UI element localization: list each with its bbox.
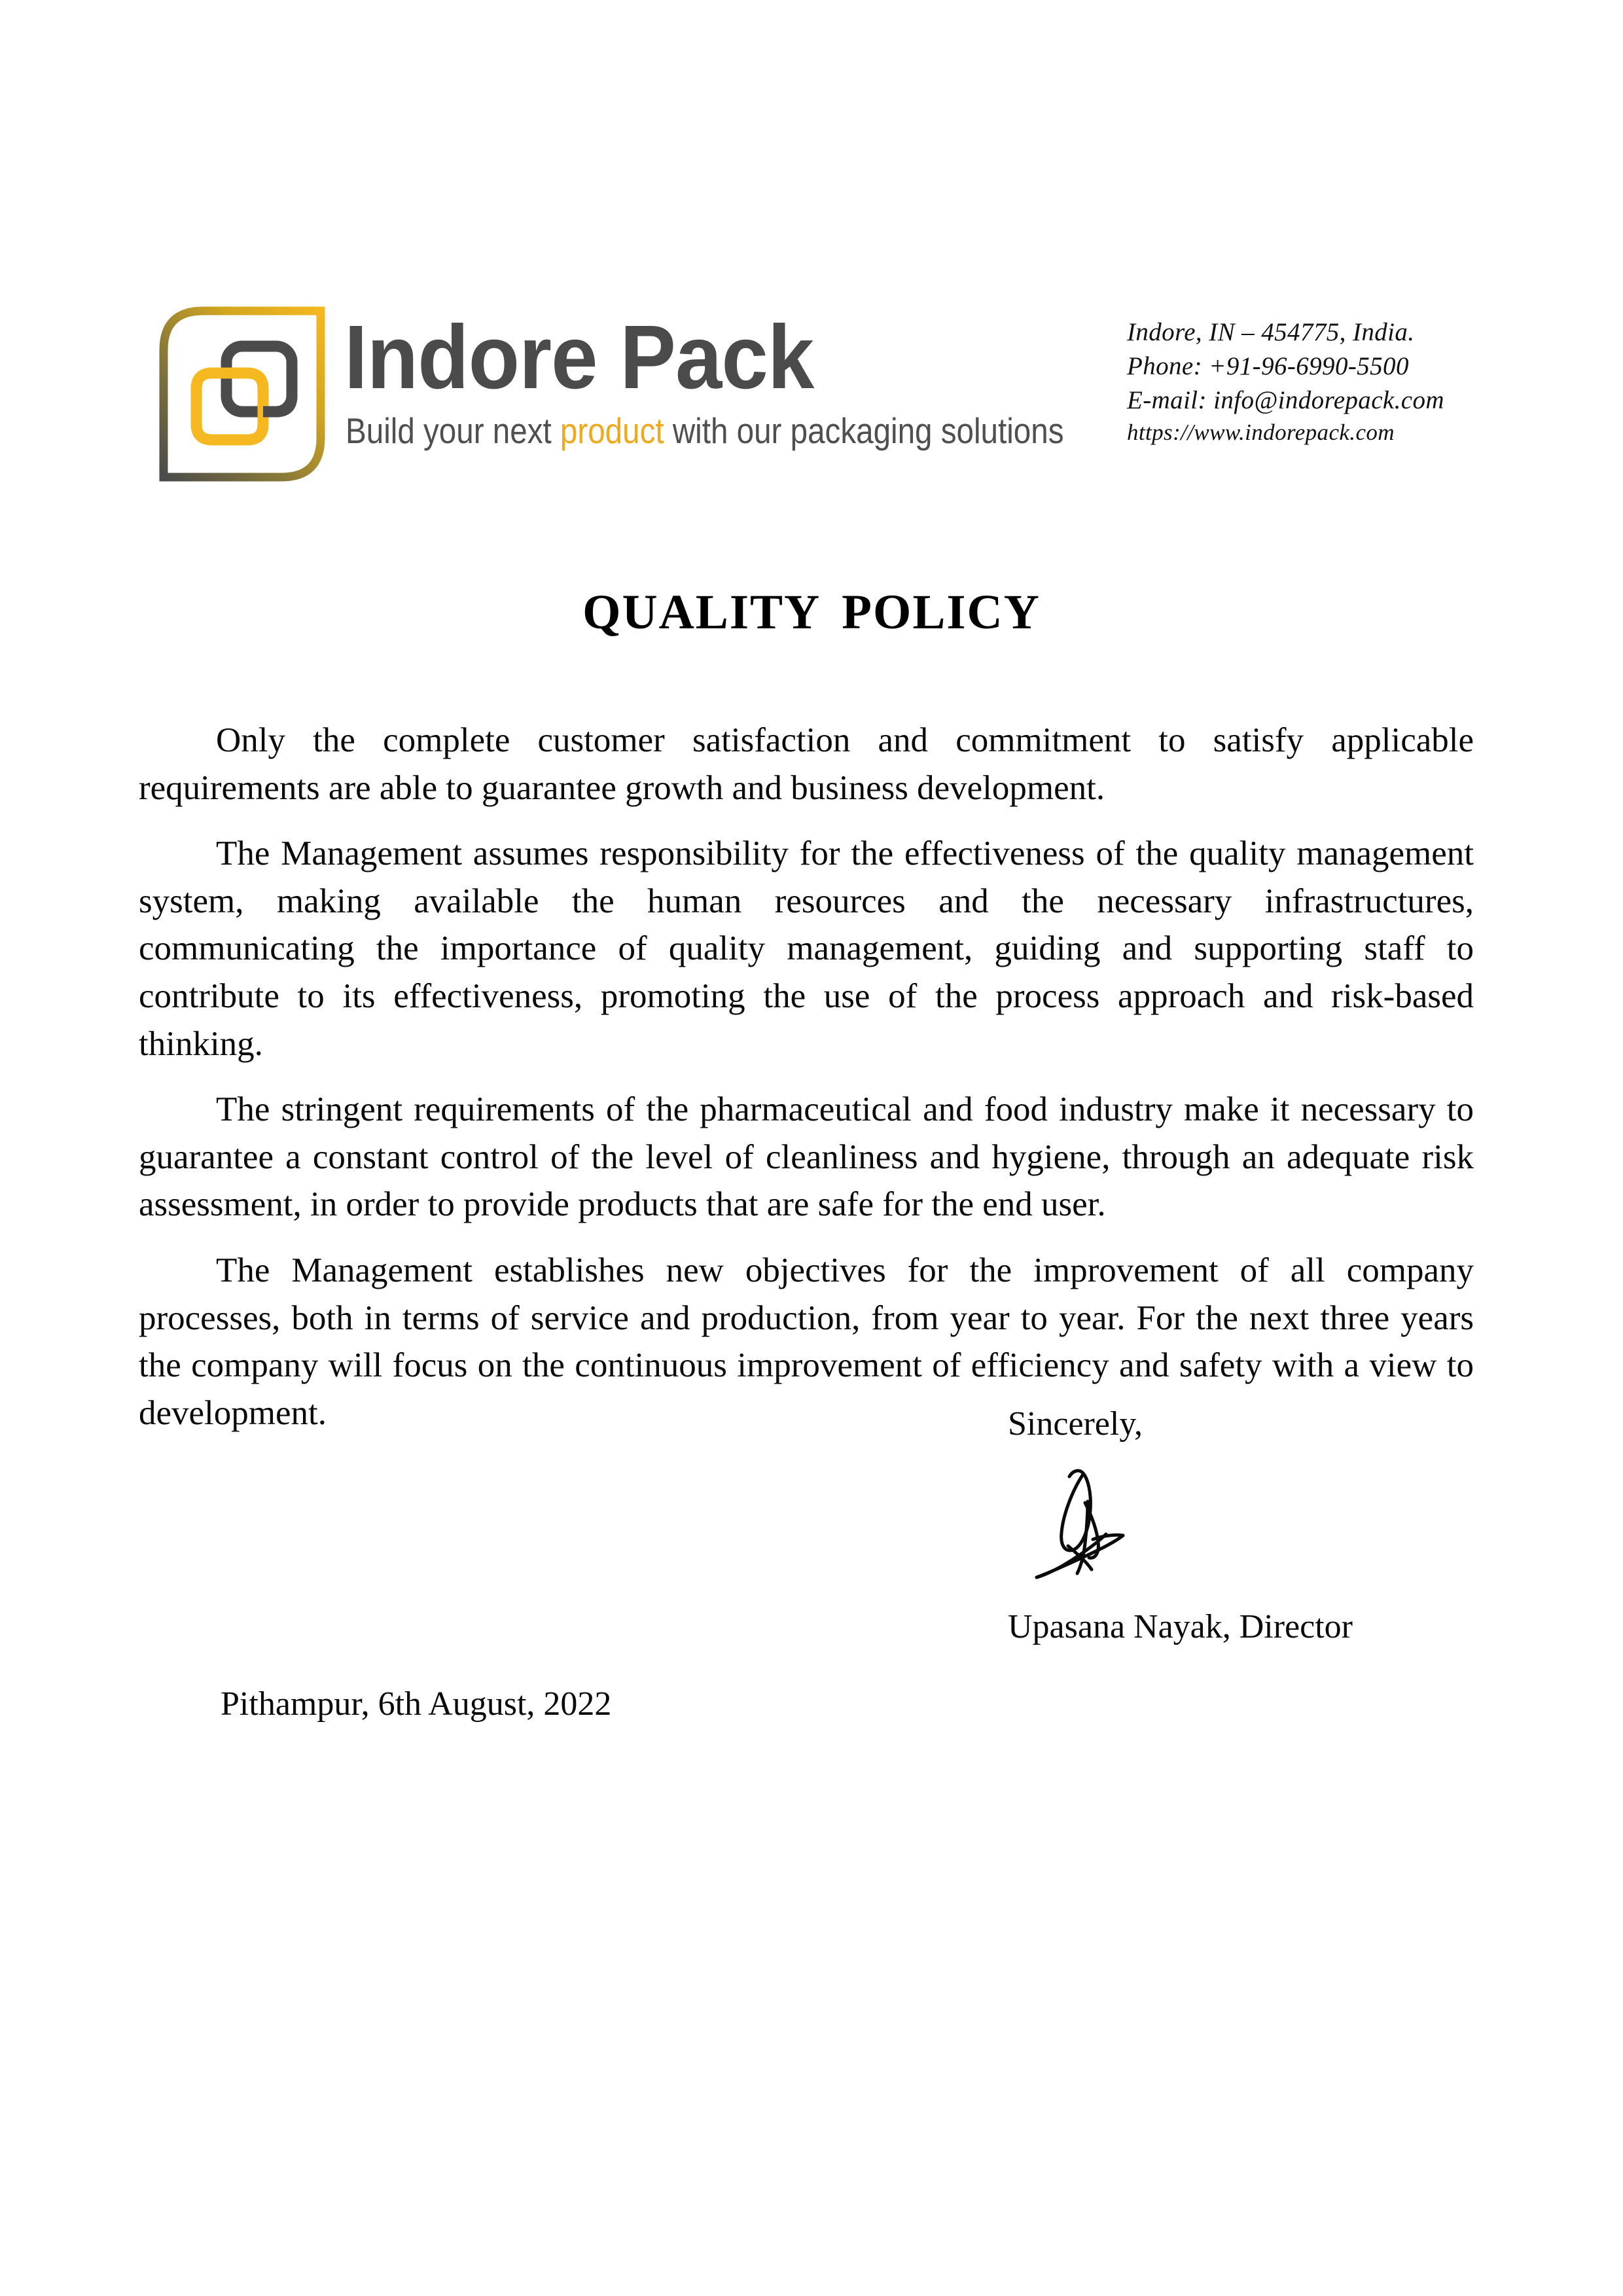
contact-website[interactable]: https://www.indorepack.com [1127,419,1395,445]
letterhead [0,298,1623,501]
tagline-text-before: Build your next [346,410,560,451]
body-paragraph: The Management establishes new objectives for the improvement of all company processes, both in terms of service and production, from year to year. For the next three years the company will focus on the continuous improvement of efficiency and safety with a view to development. [139,1251,1474,1432]
body-paragraph: The Management assumes responsibility for the effectiveness of the quality management system, making available the human resources and the necessary infrastructures, communicating the importance of quality management, guiding and supporting staff to contribute to its effectiveness, promoting the use of the process approach and risk-based thinking. [139,834,1474,1063]
contact-email: E-mail: info@indorepack.com [1127,386,1444,414]
contact-address: Indore, IN – 454775, India. [1127,318,1415,346]
contact-info [1127,315,1533,448]
contact-phone: Phone: +91-96-6990-5500 [1127,351,1409,380]
signer-name: Upasana Nayak, Director [1008,1608,1353,1645]
tagline-text-after: with our packaging solutions [664,410,1064,451]
signature-block [1008,1405,1466,1645]
handwritten-signature [1027,1448,1198,1598]
body-paragraph: The stringent requirements of the pharmaceutical and food industry make it necessary to guarantee a constant control of the level of cleanliness and hygiene, through an adequate risk assessment, in order to provide products that are safe for the end user. [139,1090,1474,1224]
company-wordmark: Indore Pack [344,307,814,408]
body-paragraph: Only the complete customer satisfaction and commitment to satisfy applicable requirements are able to guarantee growth and business development. [139,721,1474,807]
closing-salutation: Sincerely, [1008,1405,1143,1443]
letter-body [139,717,1474,1437]
company-tagline [346,410,1064,451]
company-logo [156,298,1098,494]
tagline-highlight-product: product [560,410,664,451]
indore-pack-interlocking-squares-logo [156,303,331,485]
page-title: QUALITY POLICY [582,585,1041,639]
place-and-date: Pithampur, 6th August, 2022 [221,1685,612,1723]
